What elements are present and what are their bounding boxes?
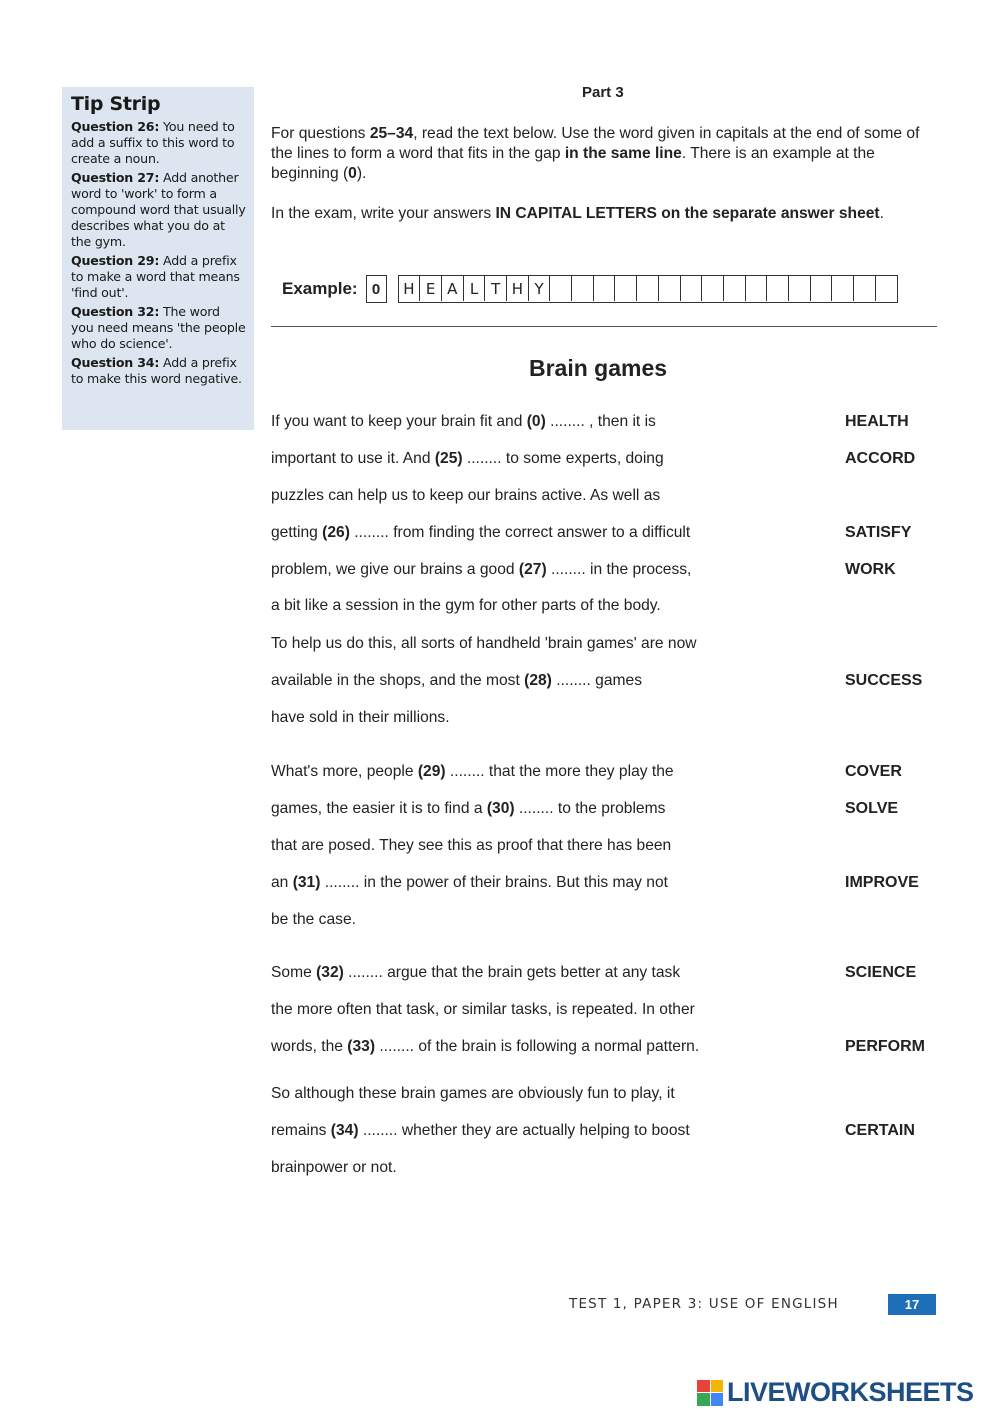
example-letter-box [659,276,681,301]
instructions-paragraph-1: For questions 25–34, read the text below. Use the word given in capitals at the end of some of the lines to form a word that fits in the gap in the same line. There is an example at the beginning (0). [271,125,920,182]
page-number: 17 [888,1294,936,1315]
liveworksheets-icon [697,1380,723,1406]
footer-text: TEST 1, PAPER 3: USE OF ENGLISH [569,1296,839,1312]
text-line: What's more, people (29) ........ that the more they play the [271,763,674,780]
gap-number: (29) [417,763,446,780]
tip-item-text: Add a prefix to make a word that means 'find out'. [71,253,240,300]
example-letter-box: L [464,276,486,301]
text-line: remains (34) ........ whether they are actually helping to boost [271,1122,690,1139]
keyword-cover: COVER [845,763,902,780]
article-title: Brain games [529,355,668,381]
example-letter-box [681,276,703,301]
text-line: the more often that task, or similar tasks, is repeated. In other [271,1001,695,1018]
example-letter-box [789,276,811,301]
example-letter-box: T [485,276,507,301]
example-letter-box [876,276,898,301]
example-letter-box [594,276,616,301]
text-line: that are posed. They see this as proof that there has been [271,837,672,854]
keyword-perform: PERFORM [845,1038,925,1055]
example-letter-box [832,276,854,301]
text-line: games, the easier it is to find a (30) ........ to the problems [271,800,666,817]
keyword-solve: SOLVE [845,800,899,817]
example-label: Example: [282,279,358,298]
tip-item [71,170,246,250]
gap-number: (30) [486,800,515,817]
gap-number: (28) [524,672,552,689]
tip-strip-title: Tip Strip [71,93,161,115]
instructions-paragraph-2: In the exam, write your answers IN CAPITAL LETTERS on the separate answer sheet. [271,205,884,222]
gap-number: (31) [292,874,321,891]
text-line: words, the (33) ........ of the brain is following a normal pattern. [271,1038,700,1055]
keyword-science: SCIENCE [845,964,917,981]
text-line: problem, we give our brains a good (27) ........ in the process, [271,561,692,578]
keyword-health: HEALTH [845,413,909,430]
example-letter-box: H [507,276,529,301]
example-letter-box [811,276,833,301]
example-letter-box [572,276,594,301]
text-line: have sold in their millions. [271,709,450,726]
example-letter-box: Y [529,276,551,301]
example-letter-box [746,276,768,301]
tip-item-label: Question 29: [71,253,160,268]
divider [271,326,937,327]
keyword-accord: ACCORD [845,450,916,467]
example-letter-box: H [399,276,421,301]
tip-strip [62,87,254,430]
liveworksheets-text: LIVEWORKSHEETS [727,1377,974,1407]
text-line: a bit like a session in the gym for other parts of the body. [271,597,661,614]
example-letter-box [637,276,659,301]
tip-item-label: Question 34: [71,355,160,370]
keyword-satisfy: SATISFY [845,524,912,541]
keyword-improve: IMPROVE [845,874,919,891]
gap-number: (32) [316,964,344,981]
text-line: brainpower or not. [271,1159,397,1176]
text-line: puzzles can help us to keep our brains active. As well as [271,487,661,504]
part-title: Part 3 [582,84,624,101]
keyword-certain: CERTAIN [845,1122,915,1139]
text-line: important to use it. And (25) ........ to some experts, doing [271,450,664,467]
example-letter-box [615,276,637,301]
tip-item-label: Question 32: [71,304,160,319]
gap-number: (34) [330,1122,359,1139]
example-letter-box [550,276,572,301]
gap-number: (27) [518,561,547,578]
tip-item-text: Add another word to 'work' to form a compound word that usually describes what you do at the gym. [71,170,246,249]
liveworksheets-logo [697,1377,974,1408]
text-line: To help us do this, all sorts of handheld 'brain games' are now [271,635,697,652]
example-letter-box: E [420,276,442,301]
tip-item [71,355,246,387]
keyword-success: SUCCESS [845,672,923,689]
example-letter-box [767,276,789,301]
tip-item-label: Question 27: [71,170,160,185]
tip-item [71,119,246,167]
text-line: getting (26) ........ from finding the correct answer to a difficult [271,524,691,541]
tip-item [71,304,246,352]
tip-item [71,253,246,301]
example-number-box: 0 [366,275,387,303]
text-line: If you want to keep your brain fit and (0) ........ , then it is [271,413,656,430]
text-line: an (31) ........ in the power of their brains. But this may not [271,874,668,891]
tip-item-text: You need to add a suffix to this word to create a noun. [71,119,235,166]
example-letter-box [724,276,746,301]
gap-number: (0) [526,413,546,430]
example-letter-box: A [442,276,464,301]
keyword-work: WORK [845,561,896,578]
gap-number: (26) [322,524,350,541]
example-row [282,274,898,304]
example-letter-box [702,276,724,301]
example-answer-boxes [398,275,899,303]
text-line: be the case. [271,911,356,928]
tip-item-label: Question 26: [71,119,160,134]
tip-item-text: Add a prefix to make this word negative. [71,355,242,386]
example-letter-box [854,276,876,301]
text-line: available in the shops, and the most (28) ........ games [271,672,642,689]
gap-number: (33) [347,1038,376,1055]
tip-item-text: The word you need means 'the people who do science'. [71,304,246,351]
text-line: So although these brain games are obviously fun to play, it [271,1085,675,1102]
gap-number: (25) [434,450,463,467]
text-line: Some (32) ........ argue that the brain gets better at any task [271,964,681,981]
